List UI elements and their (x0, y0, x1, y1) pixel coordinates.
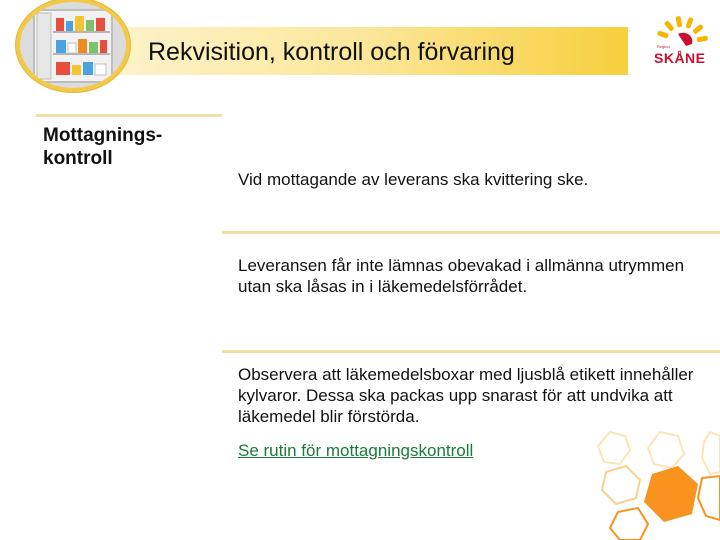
logo-small-text: Region (657, 44, 670, 49)
decorative-hexagons (560, 392, 720, 540)
logo-brand-text: SKÅNE (654, 50, 706, 66)
medicine-cabinet-icon (20, 2, 126, 88)
section-heading-line2: kontroll (43, 148, 113, 169)
medicine-cabinet-image (20, 2, 126, 88)
left-divider (36, 114, 222, 117)
divider-2 (222, 350, 720, 353)
paragraph-receipt: Vid mottagande av leverans ska kvittering ske. (238, 170, 589, 189)
paragraph-unattended: Leveransen får inte lämnas obevakad i allmänna utrymmen utan ska låsas in i läkemedelsförrådet. (238, 256, 685, 296)
routine-link[interactable]: Se rutin för mottagningskontroll (238, 441, 474, 460)
section-heading (43, 124, 223, 170)
page-title: Rekvisition, kontroll och förvaring (148, 38, 515, 66)
divider-1 (222, 231, 720, 234)
section-heading-line1: Mottagnings- (43, 125, 163, 146)
paragraph-cold-storage: Observera att läkemedelsboxar med ljusblå etikett innehåller kylvaror. Dessa ska packas upp snarast för att undvika att läkemedel blir förstörda. (238, 365, 694, 426)
